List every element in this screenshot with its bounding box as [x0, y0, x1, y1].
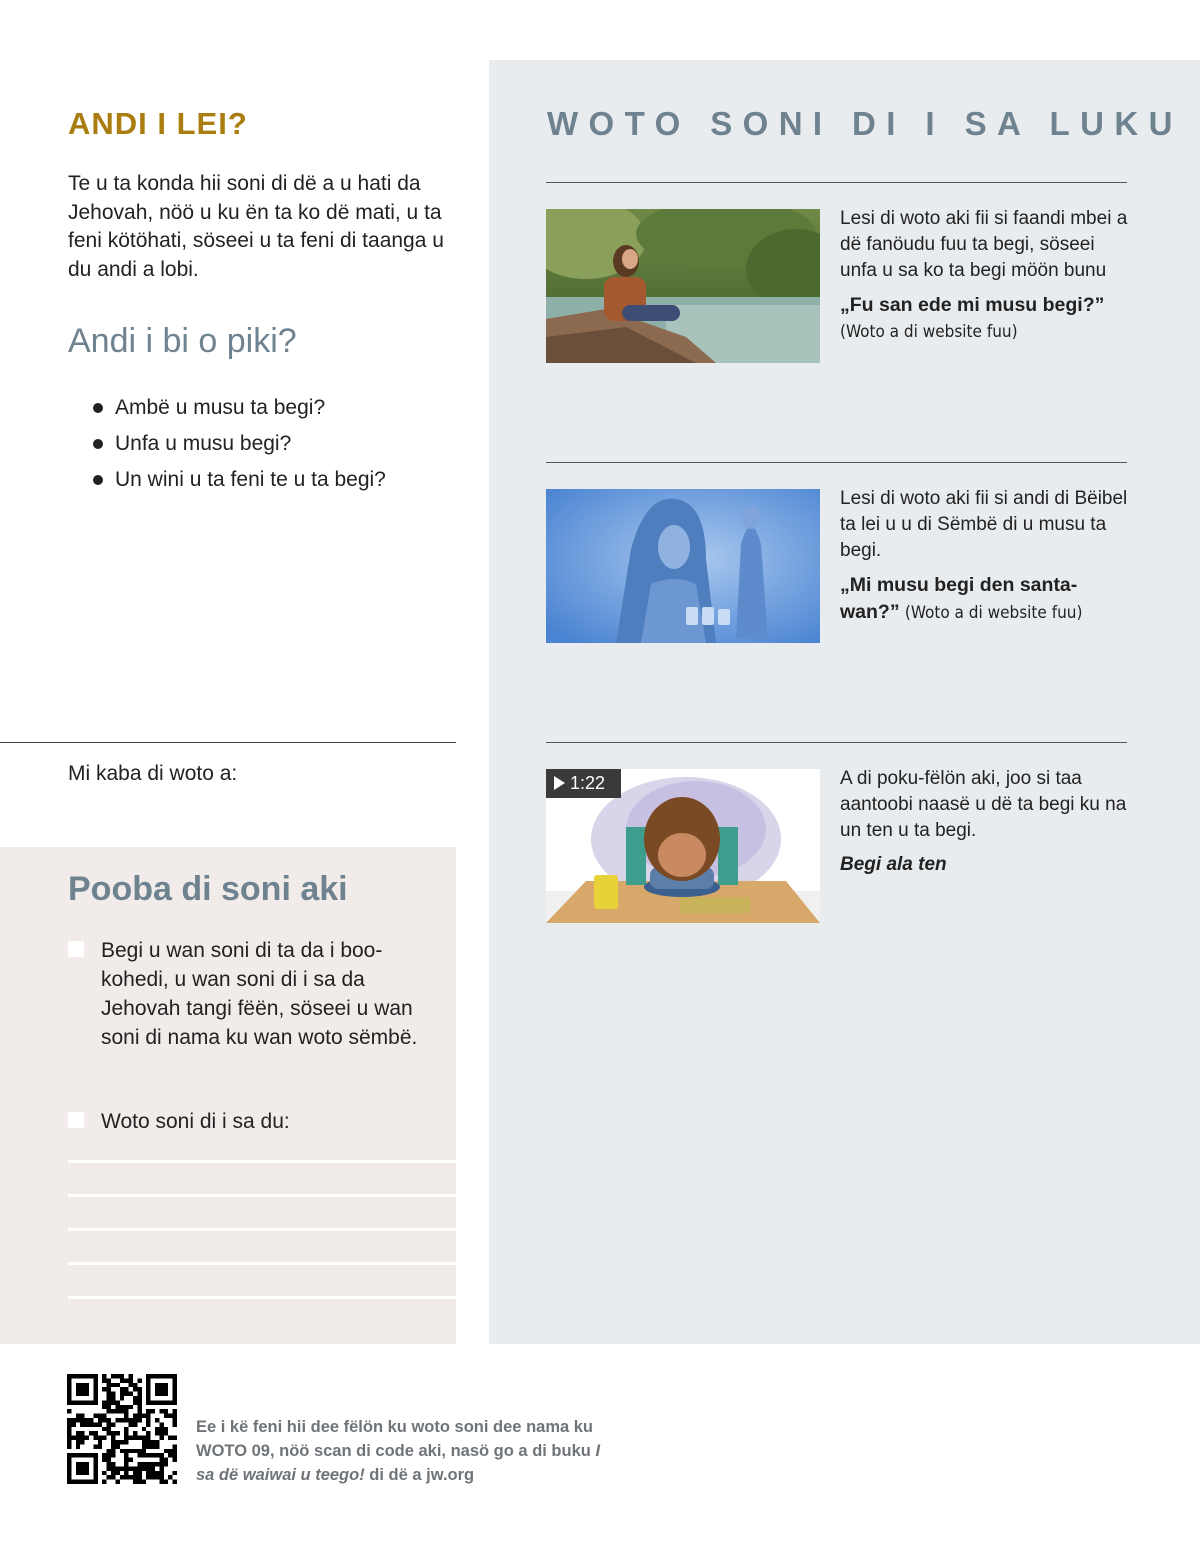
divider — [546, 182, 1127, 183]
qr-code-icon — [67, 1374, 177, 1484]
video-title: Begi ala ten — [840, 854, 947, 875]
book-title[interactable]: I sa dë waiwai u teego! — [196, 1442, 601, 1484]
resource-title: „Fu san ede mi musu begi?” — [840, 294, 1105, 316]
section-heading: ANDI I LEI? — [68, 106, 248, 141]
questions-list — [92, 390, 386, 498]
questions-heading: Andi i bi o piki? — [68, 322, 297, 360]
play-icon — [554, 776, 565, 790]
article-thumbnail[interactable] — [546, 209, 820, 363]
resource-description: A di poku-fëlön aki, joo si taa aantoobi naasë u dë ta begi ku na un ten u ta begi. — [840, 768, 1127, 841]
resource-title: „Mi musu begi den santa-wan?” — [840, 574, 1078, 623]
task-item — [68, 936, 428, 1052]
intro-paragraph: Te u ta konda hii soni di dë a u hati da Jehovah, nöö u ku ën ta ko dë mati, u ta feni kötöhati, söseei u ta feni di taanga u du andi a lobi. — [68, 172, 444, 281]
writing-line[interactable] — [68, 1160, 456, 1163]
resource-reference[interactable] — [840, 572, 1110, 626]
checkbox[interactable] — [68, 1112, 84, 1128]
task-panel-title: Pooba di soni aki — [68, 870, 348, 908]
divider — [546, 462, 1127, 463]
writing-line[interactable] — [68, 1296, 456, 1299]
writing-line[interactable] — [68, 1228, 456, 1231]
qr-code[interactable] — [67, 1374, 177, 1484]
checkbox[interactable] — [68, 941, 84, 957]
video-duration-badge — [546, 769, 621, 798]
footer-text-before: Ee i kë feni hii dee fëlön ku woto soni dee nama ku WOTO 09, nöö scan di code aki, nasö go a di buku — [196, 1418, 596, 1460]
task-item — [68, 1107, 428, 1136]
resource-item — [840, 206, 1130, 345]
divider — [0, 742, 456, 743]
footer-note — [196, 1415, 616, 1487]
resources-heading: WOTO SONI DI I SA LUKU — [547, 105, 1183, 142]
resource-item — [840, 486, 1130, 626]
resource-item — [840, 766, 1130, 878]
question-item: Unfa u musu begi? — [92, 426, 386, 462]
resource-description: Lesi di woto aki fii si faandi mbei a dë fanöudu fuu ta begi, söseei unfa u sa ko ta begi möön bunu — [840, 208, 1128, 281]
writing-line[interactable] — [68, 1194, 456, 1197]
video-duration: 1:22 — [570, 773, 606, 793]
article-thumbnail[interactable] — [546, 489, 820, 643]
question-item: Ambë u musu ta begi? — [92, 390, 386, 426]
resource-source: (Woto a di website fuu) — [840, 322, 1018, 342]
divider — [546, 742, 1127, 743]
question-item: Un wini u ta feni te u ta begi? — [92, 462, 386, 498]
task-panel — [0, 847, 456, 1344]
resource-source: (Woto a di website fuu) — [904, 603, 1083, 623]
writing-line[interactable] — [68, 1262, 456, 1265]
completion-label: Mi kaba di woto a: — [68, 762, 238, 785]
resource-reference[interactable] — [840, 292, 1130, 345]
footer-text-after: di dë a jw.org — [364, 1466, 475, 1484]
woman-by-lake-image — [546, 209, 820, 363]
resource-reference[interactable] — [840, 852, 1130, 878]
task-text: Woto soni di i sa du: — [101, 1110, 290, 1133]
praying-woman-image — [546, 489, 820, 643]
resource-description: Lesi di woto aki fii si andi di Bëibel ta lei u u di Sëmbë di u musu ta begi. — [840, 488, 1128, 561]
video-thumbnail[interactable] — [546, 769, 820, 923]
task-text: Begi u wan soni di ta da i boo-kohedi, u wan soni di i sa da Jehovah tangi fëën, söseei u wan soni di nama ku wan woto sëmbë. — [101, 939, 418, 1049]
